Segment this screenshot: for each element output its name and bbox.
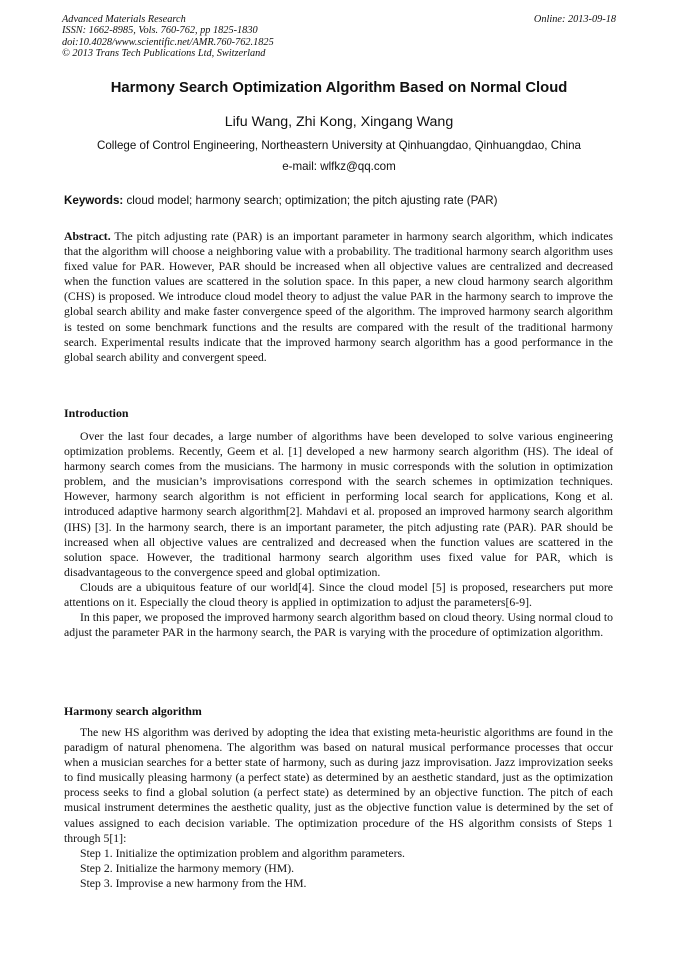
keywords-label: Keywords: — [64, 194, 124, 207]
journal-header — [62, 14, 616, 59]
doi-line: doi:10.4028/www.scientific.net/AMR.760-762.1825 — [62, 36, 274, 48]
author-list: Lifu Wang, Zhi Kong, Xingang Wang — [224, 114, 454, 130]
introduction-heading: Introduction — [64, 406, 129, 420]
journal-name: Advanced Materials Research — [62, 14, 186, 25]
abstract-text: The pitch adjusting rate (PAR) is an important parameter in harmony search algorithm, which indicates that the algorithm will choose a neighboring value with a probability. The traditional harmony search algorithm uses fixed value for PAR. However, PAR should be increased when all objective values are centralized and decreased when the function values are scattered in the solution space. In this paper, a new cloud harmony search algorithm (CHS) is proposed. We introduce cloud model theory to adjust the value PAR in the harmony search to improve the global search ability and make faster convergence speed of the algorithm. The improved harmony search algorithm is tested on some benchmark functions and the results are compared with the result of the traditional harmony search. Experimental results indicate that the improved harmony search algorithm has a good performance in the global search ability and convergent speed. — [64, 230, 613, 364]
keywords-line — [64, 194, 624, 207]
paper-title: Harmony Search Optimization Algorithm Based on Normal Cloud — [110, 80, 568, 96]
harmony-search-heading: Harmony search algorithm — [64, 704, 202, 718]
step-item: Step 3. Improvise a new harmony from the HM. — [80, 876, 307, 890]
keywords-text: cloud model; harmony search; optimization; the pitch ajusting rate (PAR) — [123, 194, 498, 207]
introduction-paragraph: Clouds are a ubiquitous feature of our world[4]. Since the cloud model [5] is proposed, researchers put more attentions on it. Especially the cloud theory is applied in optimization to adjust the parameters[6-9]. — [64, 580, 613, 610]
harmony-search-section — [64, 725, 613, 891]
contact-email: e-mail: wlfkz@qq.com — [282, 160, 396, 173]
abstract-label: Abstract. — [64, 230, 111, 243]
harmony-search-paragraph: The new HS algorithm was derived by adopting the idea that existing meta-heuristic algorithms are found in the paradigm of natural phenomena. The algorithm was based on natural musical performance processes that occur when a musician searches for a better state of harmony, such as during jazz improvisation. Jazz improvization seeks to find musically pleasing harmony (a perfect state) as determined by an aesthetic standard, just as the optimization process seeks to find a global solution (a perfect state) as determined by an objective function. The pitch of each musical instrument determines the aesthetic quality, just as the objective function value is determined by the set of values assigned to each decision variable. The optimization procedure of the HS algorithm consists of Steps 1 through 5[1]: — [64, 726, 613, 845]
affiliation: College of Control Engineering, Northeastern University at Qinhuangdao, Qinhuangdao, China — [96, 139, 582, 152]
step-item: Step 2. Initialize the harmony memory (HM). — [80, 861, 295, 875]
issn-line: ISSN: 1662-8985, Vols. 760-762, pp 1825-1830 — [62, 25, 258, 37]
introduction-section — [64, 429, 613, 640]
step-item: Step 1. Initialize the optimization problem and algorithm parameters. — [80, 846, 405, 860]
abstract — [64, 229, 613, 365]
introduction-paragraph: In this paper, we proposed the improved harmony search algorithm based on cloud theory. Using normal cloud to adjust the parameter PAR in the harmony search, the PAR is varying with the procedure of optimization algorithm. — [64, 611, 613, 640]
copyright-line: © 2013 Trans Tech Publications Ltd, Switzerland — [62, 47, 266, 59]
introduction-paragraph: Over the last four decades, a large number of algorithms have been developed to solve various engineering optimization problems. Recently, Geem et al. [1] developed a new harmony search algorithm (HS). The ideal of harmony search comes from the musicians. The harmony in music corresponds with the solution in optimization problem, and the musician’s improvisations correspond with the search schemes in optimization techniques. However, harmony search algorithm is not efficient in performing local search for applications, Kong et al. introduced adaptive harmony search algorithm[2]. Mahdavi et al. proposed an improved harmony search algorithm (IHS) [3]. In the harmony search, there is an important parameter, the pitch adjusting rate (PAR). PAR should be increased when all objective values are centralized and decreased when the function values are scattered in the solution space. However, the traditional harmony search algorithm uses fixed value for PAR, which is disadvantageous to the convergence speed and global optimization. — [64, 430, 613, 579]
online-date: Online: 2013-09-18 — [533, 14, 616, 25]
